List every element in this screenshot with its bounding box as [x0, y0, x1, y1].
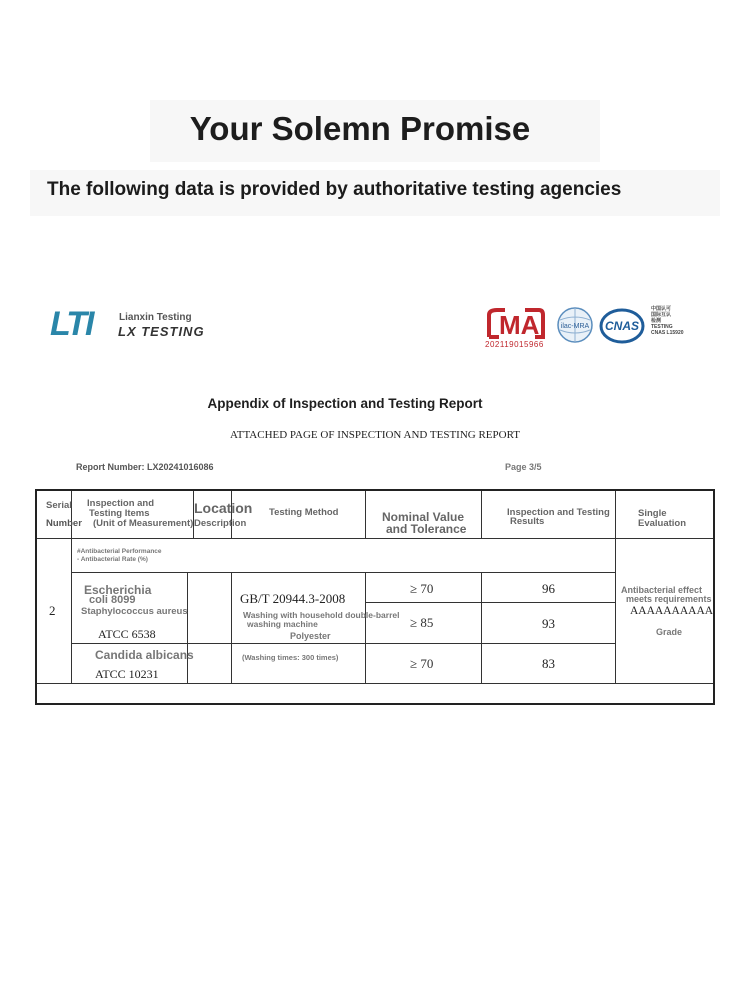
wash-times: (Washing times: 300 times): [242, 653, 339, 662]
cnas-line: 检测: [651, 318, 662, 324]
serial-number: 2: [49, 603, 56, 618]
header-method: Testing Method: [269, 507, 339, 518]
header-location: Location: [194, 500, 253, 516]
attached-page-title: ATTACHED PAGE OF INSPECTION AND TESTING REPORT: [230, 429, 520, 441]
inspection-table: [35, 489, 715, 705]
evaluation-grade-label: Grade: [656, 627, 683, 637]
header-results-line1: Inspection and Testing: [507, 507, 610, 518]
header-serial: Serial: [46, 500, 72, 511]
nominal-value-2: ≥ 85: [410, 615, 434, 630]
method-description-line1: Washing with household double-barrel: [243, 610, 400, 620]
header-description: Description: [194, 518, 247, 529]
lianxin-name: Lianxin Testing: [119, 312, 192, 323]
cnas-line: TESTING: [651, 324, 673, 330]
header-evaluation: Single Evaluation: [638, 508, 687, 529]
result-value-3: 83: [542, 656, 555, 671]
organism-2-name: Staphylococcus aureus: [81, 606, 188, 617]
lti-logo-mark: LTI: [50, 305, 93, 343]
header-number: Number: [46, 518, 82, 529]
method-code: GB/T 20944.3-2008: [240, 591, 346, 606]
evaluation-grade: AAAAAAAAAA: [630, 605, 714, 617]
method-description-line2: washing machine: [247, 619, 318, 629]
ilac-mra-logo: [556, 306, 594, 349]
material: Polyester: [290, 631, 331, 641]
cnas-line: CNAS L15920: [651, 330, 684, 336]
category-line2: - Antibacterial Rate (%): [77, 556, 148, 563]
lianxin-logo: [50, 307, 92, 341]
header-items-line1: Inspection and: [87, 498, 155, 509]
evaluation-line2: meets requirements: [626, 594, 712, 604]
header-results-line2: Results: [510, 516, 545, 527]
cma-text: MA: [499, 310, 540, 340]
header-items-line2: Testing Items: [89, 508, 150, 519]
header-nominal-line2: and Tolerance: [386, 522, 467, 536]
nominal-value-1: ≥ 70: [410, 581, 434, 596]
page-title: Your Solemn Promise: [189, 110, 531, 147]
cma-number: 202119015966: [485, 340, 544, 349]
cnas-accreditation-text: [651, 306, 684, 336]
organism-1-strain: coli 8099: [89, 594, 136, 606]
organism-1-name: Escherichia: [84, 583, 152, 597]
result-value-1: 96: [542, 581, 555, 596]
cnas-logo: [599, 308, 645, 349]
page-number: Page 3/5: [505, 462, 542, 472]
page-subtitle: The following data is provided by authoritative testing agencies: [47, 179, 622, 200]
header-nominal-line1: Nominal Value: [382, 510, 465, 524]
category-line1: #Antibacterial Performance: [77, 548, 162, 555]
organism-2-strain: ATCC 6538: [98, 627, 156, 641]
header-items-line3: (Unit of Measurement): [93, 518, 194, 529]
cnas-line: 中国认可: [651, 306, 672, 312]
nominal-value-3: ≥ 70: [410, 656, 434, 671]
evaluation-line1: Antibacterial effect: [621, 585, 703, 595]
organism-3-strain: ATCC 10231: [95, 667, 159, 681]
lx-testing-name: LX TESTING: [118, 324, 205, 339]
report-number: Report Number: LX20241016086: [76, 462, 214, 472]
cnas-text: CNAS: [604, 319, 640, 333]
cnas-line: 国际互认: [651, 312, 672, 318]
ilac-text: ilac-MRA: [560, 323, 590, 330]
organism-3-name: Candida albicans: [95, 648, 194, 662]
appendix-title: Appendix of Inspection and Testing Report: [207, 396, 483, 411]
result-value-2: 93: [542, 616, 555, 631]
